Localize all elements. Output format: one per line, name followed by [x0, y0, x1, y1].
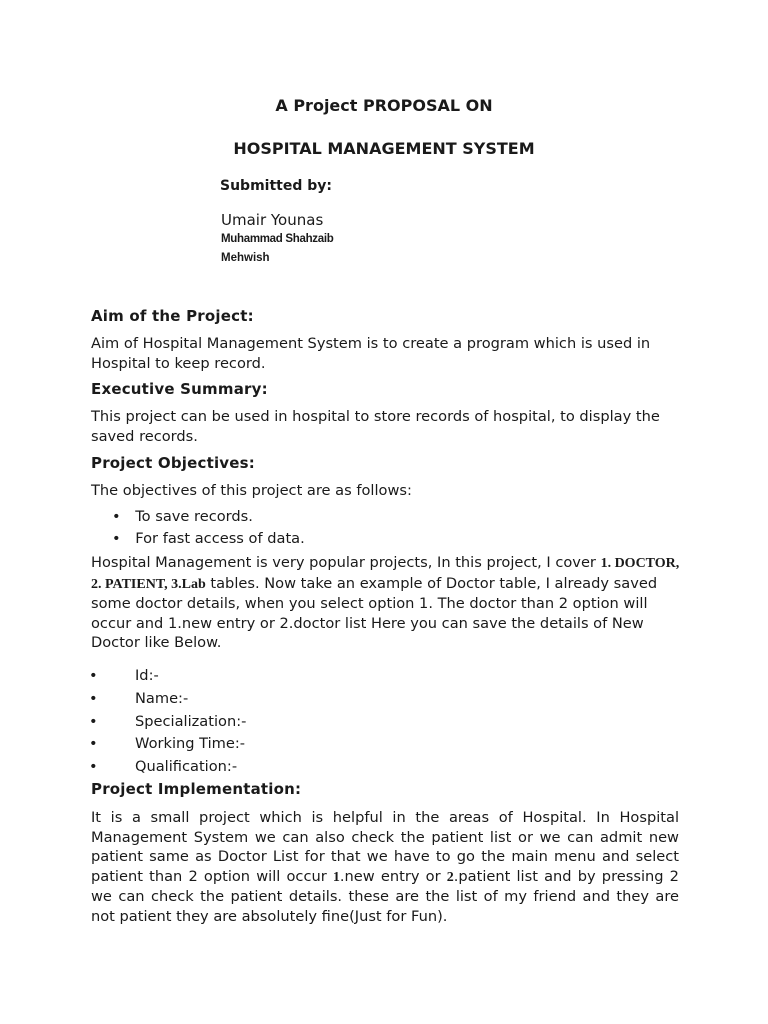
- bullet-icon: •: [89, 735, 98, 752]
- aim-heading: Aim of the Project:: [91, 307, 254, 325]
- objective-item: [112, 508, 253, 525]
- bullet-icon: •: [89, 713, 98, 730]
- summary-heading: Executive Summary:: [91, 380, 268, 398]
- field-item: [89, 713, 247, 730]
- field-label: Working Time:-: [135, 735, 246, 752]
- bullet-icon: •: [89, 758, 98, 775]
- field-label: Name:-: [135, 690, 189, 707]
- field-label: Id:-: [135, 667, 159, 684]
- field-item: [89, 758, 238, 775]
- field-label: Qualification:-: [135, 758, 238, 775]
- implementation-text: .patient list and by pressing 2 we can check the patient details. these are the list of my friend and they are not patient they are absolutely fine(Just for Fun).: [91, 867, 679, 925]
- bullet-icon: •: [89, 667, 98, 684]
- title-line-1: A Project PROPOSAL ON: [275, 96, 493, 115]
- objective-item: [112, 530, 305, 547]
- objective-item-text: To save records.: [135, 508, 253, 525]
- bullet-icon: •: [112, 530, 121, 547]
- implementation-heading: Project Implementation:: [91, 780, 302, 798]
- details-text: tables. Now take an example of Doctor table, I already saved some doctor details, when you select option 1. The doctor than 2 option will occur and 1.new entry or 2.doctor list Here you can save the details of New Doctor like Below.: [91, 574, 658, 651]
- bullet-icon: •: [89, 690, 98, 707]
- field-item: [89, 667, 159, 684]
- option-number: 1: [332, 869, 340, 885]
- implementation-paragraph: [91, 808, 679, 926]
- submitted-by-label: Submitted by:: [220, 178, 332, 194]
- details-paragraph: [91, 553, 691, 653]
- title-line-2: HOSPITAL MANAGEMENT SYSTEM: [233, 139, 535, 158]
- author-name: Muhammad Shahzaib: [221, 233, 334, 245]
- bullet-icon: •: [112, 508, 121, 525]
- tables-list: 1. DOCTOR, 2. PATIENT, 3.Lab: [91, 556, 680, 592]
- author-name: Mehwish: [221, 252, 270, 264]
- field-label: Specialization:-: [135, 713, 247, 730]
- option-number: 2: [446, 869, 454, 885]
- aim-paragraph: Aim of Hospital Management System is to create a program which is used in Hospital to keep record.: [91, 335, 651, 372]
- details-text: Hospital Management is very popular projects, In this project, I cover: [91, 554, 601, 571]
- field-item: [89, 735, 246, 752]
- objectives-intro: The objectives of this project are as follows:: [91, 482, 412, 499]
- summary-paragraph: This project can be used in hospital to store records of hospital, to display the saved records.: [91, 408, 660, 445]
- author-name: Umair Younas: [221, 211, 324, 229]
- implementation-text: It is a small project which is helpful in the areas of Hospital. In Hospital Management System we can also check the patient list or we can admit new patient same as Doctor List for that we have to go the main menu and select patient than 2 option will occur: [91, 809, 679, 885]
- field-item: [89, 690, 189, 707]
- objective-item-text: For fast access of data.: [135, 530, 305, 547]
- objectives-heading: Project Objectives:: [91, 454, 255, 472]
- implementation-text: .new entry or: [339, 867, 447, 885]
